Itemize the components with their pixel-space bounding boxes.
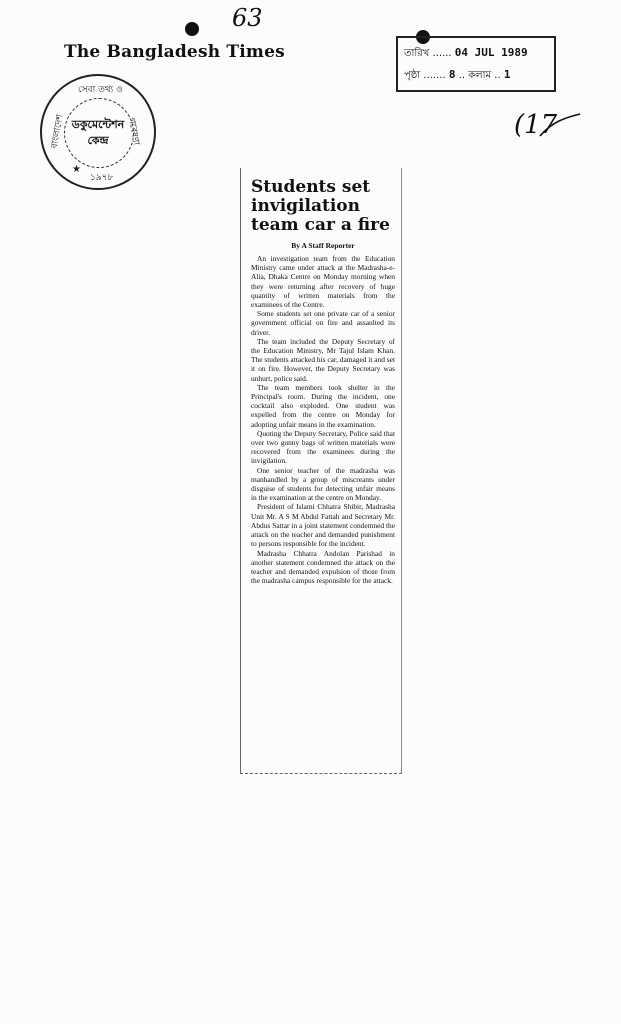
article-paragraph: Madrasha Chhatra Andolan Parishad in another statement condemned the attack on the teacher and demanded expulsion of those from the madrasha campus responsible for the attack. <box>251 548 395 586</box>
stamp-left-arc: বাংলাদেশ <box>49 113 66 150</box>
page-row: পৃষ্ঠা ....... 8 .. কলাম .. 1 <box>404 68 511 81</box>
handwritten-number: 63 <box>232 4 263 32</box>
news-clipping <box>240 168 402 774</box>
article-paragraph: One senior teacher of the madrasha was manhandled by a group of miscreants under disguise of students for detecting unfair means in the examination at the centre on Monday. <box>251 465 395 503</box>
star-icon: ★ <box>72 164 81 175</box>
newspaper-masthead: The Bangladesh Times <box>64 42 285 62</box>
archive-round-stamp <box>40 74 156 190</box>
handwritten-reference: (17 <box>514 110 558 140</box>
article-byline: By A Staff Reporter <box>291 241 355 250</box>
column-value: 1 <box>503 68 511 81</box>
article-paragraph: An investigation team from the Education Ministry came under attack at the Madrasha-e-Alia, Dhaka Centre on Monday morning when they were returning after recovery of huge quantity of written materials from the examinees of the Centre. <box>251 254 395 310</box>
article-paragraph: The team members took shelter in the Principal's room. During the incident, one cocktail also exploded. One student was expelled from the centre on Monday for adopting unfair means in the examination. <box>251 382 395 429</box>
stamp-bottom-arc: ১৯৭৮ <box>90 173 114 183</box>
article-paragraph: The team included the Deputy Secretary of the Education Ministry, Mr Tajul Islam Khan. The students attacked his car, damaged it and set it on fire. However, the Deputy Secretary was unhurt, police said. <box>251 336 395 383</box>
stamp-center-line1: ডকুমেন্টেশন <box>71 118 125 131</box>
stamp-right-arc: গবেষণা <box>125 117 141 147</box>
article-paragraph: Some students set one private car of a senior government official on fire and assaulted its driver. <box>251 309 395 337</box>
date-label: তারিখ <box>404 48 430 59</box>
article-headline: Students set invigilation team car a fire <box>251 177 390 235</box>
article-paragraph: President of Islami Chhatra Shibir, Madrasha Unit Mr. A S M Abdul Fattah and Secretary Mr. Abdus Sattar in a joint statement condemned the attack on the teacher and demanded punishment to persons responsible for the incident. <box>251 502 395 549</box>
date-value: 04 JUL 1989 <box>454 46 528 59</box>
article-paragraph: Quoting the Deputy Secretary, Police said that over two gunny bags of written materials were recovered from the examinees during the invigilation. <box>251 428 395 466</box>
stamp-top-arc: সেবা তথ্য ও <box>78 85 123 95</box>
page-value: 8 <box>448 68 456 81</box>
page-label: পৃষ্ঠা <box>404 70 421 81</box>
punch-hole-dot <box>185 22 199 36</box>
date-row: তারিখ ...... 04 JUL 1989 <box>404 46 528 59</box>
column-label: কলাম <box>468 70 492 81</box>
date-stamp <box>396 36 556 92</box>
handwritten-flourish <box>538 112 582 142</box>
stamp-center-line2: কেন্দ্র <box>87 134 109 147</box>
